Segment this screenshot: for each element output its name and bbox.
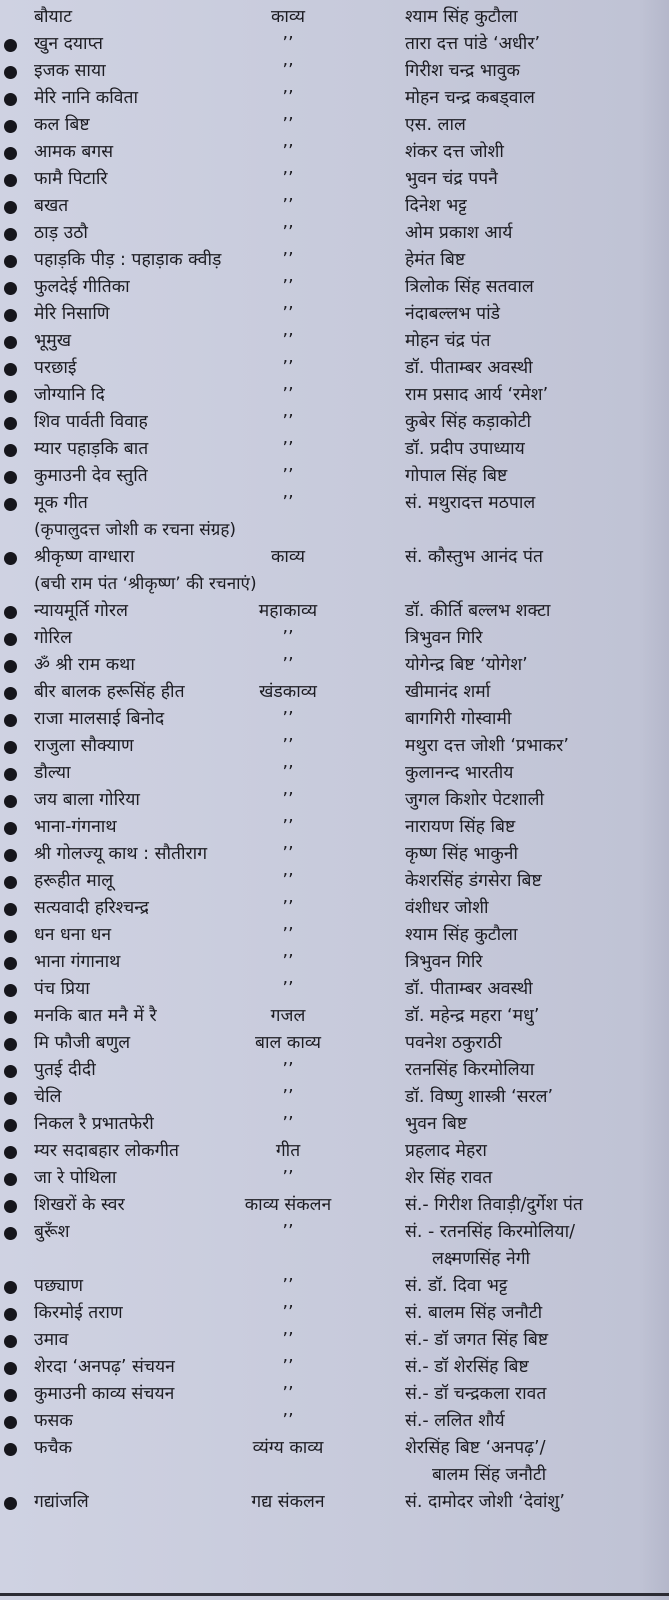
work-author: सं.- ललित शौर्य	[405, 1411, 505, 1431]
work-author: डॉ. पीताम्बर अवस्थी	[405, 358, 533, 378]
work-genre: ’’	[282, 439, 294, 459]
list-item	[0, 409, 669, 436]
work-title: बुरूँश	[34, 1222, 70, 1242]
list-item	[0, 598, 669, 625]
work-author: त्रिभुवन गिरि	[405, 628, 483, 648]
bullet-icon	[4, 1146, 17, 1159]
list-item	[0, 139, 669, 166]
list-item	[0, 1435, 669, 1489]
work-title: जा रे पोथिला	[34, 1168, 117, 1188]
bullet-icon	[4, 714, 17, 727]
note-line: (बची राम पंत ‘श्रीकृष्ण’ की रचनाएं)	[34, 574, 257, 594]
list-item	[0, 625, 669, 652]
list-item	[0, 355, 669, 382]
list-item	[0, 1381, 669, 1408]
bullet-icon	[4, 363, 17, 376]
work-author: सं. कौस्तुभ आनंद पंत	[405, 547, 543, 567]
bullet-icon	[4, 660, 17, 673]
bullet-icon	[4, 741, 17, 754]
note-line: (कृपालुदत्त जोशी क रचना संग्रह)	[34, 520, 237, 540]
work-title: शिखरों के स्वर	[34, 1195, 125, 1215]
bullet-icon	[4, 174, 17, 187]
work-author: कुबेर सिंह कड़ाकोटी	[405, 412, 532, 432]
work-author: प्रहलाद मेहरा	[405, 1141, 487, 1161]
bullet-icon	[4, 768, 17, 781]
bullet-icon	[4, 282, 17, 295]
bullet-icon	[4, 606, 17, 619]
work-title: भाना गंगानाथ	[34, 952, 121, 972]
work-author: श्याम सिंह कुटौला	[405, 7, 518, 27]
bullet-icon	[4, 1119, 17, 1132]
bullet-icon	[4, 1308, 17, 1321]
list-item	[0, 949, 669, 976]
bullet-icon	[4, 228, 17, 241]
work-genre: ’’	[282, 196, 294, 216]
list-item	[0, 922, 669, 949]
work-title: शिव पार्वती विवाह	[34, 412, 148, 432]
work-author: गिरीश चन्द्र भावुक	[405, 61, 520, 81]
work-author: तारा दत्त पांडे ‘अधीर’	[405, 34, 541, 54]
list-item	[0, 247, 669, 274]
list-item	[0, 436, 669, 463]
list-item	[0, 58, 669, 85]
bullet-icon	[4, 957, 17, 970]
bullet-icon	[4, 1200, 17, 1213]
work-title: गोरिल	[34, 628, 72, 648]
bullet-icon	[4, 1443, 17, 1456]
list-item	[0, 895, 669, 922]
work-genre: ’’	[282, 1411, 294, 1431]
work-author: मोहन चन्द्र कबड्वाल	[405, 88, 535, 108]
work-genre: ’’	[282, 1114, 294, 1134]
work-genre: ’’	[282, 115, 294, 135]
bullet-icon	[4, 93, 17, 106]
bullet-icon	[4, 1389, 17, 1402]
work-title: भूमुख	[34, 331, 72, 351]
list-item	[0, 382, 669, 409]
bullet-icon	[4, 255, 17, 268]
work-genre: ’’	[282, 61, 294, 81]
work-genre: व्यंग्य काव्य	[252, 1438, 324, 1458]
work-genre: ’’	[282, 979, 294, 999]
work-title: म्यार पहाड़कि बात	[34, 439, 149, 459]
work-title: ठाड़ उठौ	[34, 223, 88, 243]
bullet-icon	[4, 39, 17, 52]
work-author: श्याम सिंह कुटौला	[405, 925, 518, 945]
work-genre: ’’	[282, 628, 294, 648]
work-genre: ’’	[282, 655, 294, 675]
list-item	[0, 1354, 669, 1381]
work-author: नारायण सिंह बिष्ट	[405, 817, 516, 837]
work-title: किरमोई तराण	[34, 1303, 123, 1323]
work-author: जुगल किशोर पेटशाली	[405, 790, 544, 810]
work-title: मनकि बात मनै में रै	[34, 1006, 157, 1026]
work-title: शेरदा ‘अनपढ़’ संचयन	[34, 1357, 175, 1377]
work-author: डॉ. प्रदीप उपाध्याय	[405, 439, 525, 459]
work-genre: ’’	[282, 250, 294, 270]
work-genre: ’’	[282, 1357, 294, 1377]
work-author: सं. बालम सिंह जनौटी	[405, 1303, 543, 1323]
work-title: राजुला सौक्याण	[34, 736, 134, 756]
work-genre: ’’	[282, 709, 294, 729]
list-item	[0, 1138, 669, 1165]
list-item	[0, 328, 669, 355]
work-author: त्रिलोक सिंह सतवाल	[405, 277, 534, 297]
work-genre: ’’	[282, 358, 294, 378]
list-item	[0, 814, 669, 841]
work-title: ॐ श्री राम कथा	[34, 655, 135, 675]
list-item	[0, 1489, 669, 1516]
work-title: पहाड़कि पीड़ : पहाड़ाक क्वीड़	[34, 250, 222, 270]
list-item	[0, 706, 669, 733]
work-genre: ’’	[282, 304, 294, 324]
work-author: बागगिरी गोस्वामी	[405, 709, 512, 729]
work-title: डौल्या	[34, 763, 71, 783]
work-title: कल बिष्ट	[34, 115, 90, 135]
work-author-continued: बालम सिंह जनौटी	[432, 1465, 547, 1485]
bullet-icon	[4, 984, 17, 997]
list-item	[0, 1084, 669, 1111]
work-genre: ’’	[282, 871, 294, 891]
work-title: धन धना धन	[34, 925, 112, 945]
work-genre: ’’	[282, 817, 294, 837]
work-author: सं.- गिरीश तिवाड़ी/दुर्गेश पंत	[405, 1195, 583, 1215]
list-item	[0, 733, 669, 760]
work-title: पंच प्रिया	[34, 979, 90, 999]
list-item	[0, 1003, 669, 1030]
work-author: डॉ. महेन्द्र महरा ‘मधु’	[405, 1006, 540, 1026]
list-item	[0, 868, 669, 895]
work-title: मूक गीत	[34, 493, 88, 513]
work-genre: ’’	[282, 1087, 294, 1107]
work-genre: ’’	[282, 763, 294, 783]
bullet-icon	[4, 1227, 17, 1240]
work-author: सं.- डॉ शेरसिंह बिष्ट	[405, 1357, 529, 1377]
work-genre: काव्य	[270, 547, 306, 567]
bullet-icon	[4, 471, 17, 484]
bullet-icon	[4, 1335, 17, 1348]
list-item	[0, 679, 669, 706]
work-genre: ’’	[282, 898, 294, 918]
bullet-icon	[4, 795, 17, 808]
list-item	[0, 787, 669, 814]
work-title: म्यर सदाबहार लोकगीत	[34, 1141, 179, 1161]
list-item	[0, 1111, 669, 1138]
work-title: खुन दयाप्त	[34, 34, 103, 54]
work-author: नंदाबल्लभ पांडे	[405, 304, 500, 324]
work-title: कुमाउनी देव स्तुति	[34, 466, 148, 486]
work-title: बखत	[34, 196, 69, 216]
list-item	[0, 652, 669, 679]
work-title: पछ्याण	[34, 1276, 84, 1296]
work-genre: काव्य	[270, 7, 306, 27]
work-genre: ’’	[282, 493, 294, 513]
list-item	[0, 1219, 669, 1273]
work-genre: गीत	[275, 1141, 301, 1161]
work-title: गद्यांजलि	[34, 1492, 89, 1512]
list-item	[0, 85, 669, 112]
work-author: त्रिभुवन गिरि	[405, 952, 483, 972]
work-genre: ’’	[282, 1384, 294, 1404]
work-genre: ’’	[282, 1168, 294, 1188]
bottom-rule	[0, 1593, 669, 1596]
work-genre: ’’	[282, 1330, 294, 1350]
work-genre: ’’	[282, 925, 294, 945]
work-genre: ’’	[282, 142, 294, 162]
work-author: सं. डॉ. दिवा भट्ट	[405, 1276, 508, 1296]
bullet-icon	[4, 687, 17, 700]
work-genre: ’’	[282, 466, 294, 486]
bullet-icon	[4, 201, 17, 214]
work-title: फसक	[34, 1411, 73, 1431]
work-author: मोहन चंद्र पंत	[405, 331, 491, 351]
bullet-icon	[4, 1038, 17, 1051]
work-title: मेरि निसाणि	[34, 304, 110, 324]
list-item	[0, 544, 669, 571]
list-item	[0, 490, 669, 517]
work-author: सं. दामोदर जोशी ‘देवांशु’	[405, 1492, 565, 1512]
work-genre: ’’	[282, 223, 294, 243]
work-author: कुलानन्द भारतीय	[405, 763, 514, 783]
list-item	[0, 1030, 669, 1057]
bullet-icon	[4, 876, 17, 889]
bullet-icon	[4, 444, 17, 457]
work-author: पवनेश ठकुराठी	[405, 1033, 502, 1053]
bibliography-list	[0, 4, 669, 1516]
list-item	[0, 1300, 669, 1327]
work-genre: ’’	[282, 1303, 294, 1323]
work-genre: ’’	[282, 331, 294, 351]
work-title: उमाव	[34, 1330, 69, 1350]
bullet-icon	[4, 822, 17, 835]
work-title: बौयाट	[34, 7, 73, 27]
work-genre: बाल काव्य	[254, 1033, 322, 1053]
work-title: पुतई दीदी	[34, 1060, 96, 1080]
list-item	[0, 4, 669, 31]
work-genre: खंडकाव्य	[259, 682, 317, 702]
work-author: वंशीधर जोशी	[405, 898, 489, 918]
work-genre: ’’	[282, 952, 294, 972]
work-author: डॉ. पीताम्बर अवस्थी	[405, 979, 533, 999]
work-author: योगेन्द्र बिष्ट ‘योगेश’	[405, 655, 528, 675]
list-item	[0, 1192, 669, 1219]
work-title: परछाई	[34, 358, 77, 378]
work-title: इजक साया	[34, 61, 106, 81]
bullet-icon	[4, 1011, 17, 1024]
work-author: भुवन चंद्र पपनै	[405, 169, 498, 189]
bullet-icon	[4, 930, 17, 943]
list-item	[0, 301, 669, 328]
work-genre: ’’	[282, 1222, 294, 1242]
work-author: डॉ. विष्णु शास्त्री ‘सरल’	[405, 1087, 554, 1107]
work-title: जय बाला गोरिया	[34, 790, 140, 810]
list-item	[0, 220, 669, 247]
work-title: श्री गोलज्यू काथ : सौतीराग	[34, 844, 208, 864]
list-item	[0, 1273, 669, 1300]
work-title: जोग्यानि दि	[34, 385, 105, 405]
bullet-icon	[4, 1416, 17, 1429]
list-item	[0, 1327, 669, 1354]
list-item	[0, 1408, 669, 1435]
work-title: कुमाउनी काव्य संचयन	[34, 1384, 175, 1404]
work-author: शेरसिंह बिष्ट ‘अनपढ़’/	[405, 1438, 546, 1458]
work-author: गोपाल सिंह बिष्ट	[405, 466, 508, 486]
list-item	[0, 274, 669, 301]
list-item	[0, 976, 669, 1003]
work-genre: ’’	[282, 88, 294, 108]
work-author: सं.- डॉ जगत सिंह बिष्ट	[405, 1330, 549, 1350]
work-genre: ’’	[282, 1276, 294, 1296]
work-genre: ’’	[282, 790, 294, 810]
work-genre: काव्य संकलन	[244, 1195, 332, 1215]
bullet-icon	[4, 309, 17, 322]
work-genre: ’’	[282, 169, 294, 189]
work-author: शंकर दत्त जोशी	[405, 142, 504, 162]
work-genre: ’’	[282, 277, 294, 297]
work-title: फामै पिटारि	[34, 169, 108, 189]
work-genre: गद्य संकलन	[251, 1492, 325, 1512]
bullet-icon	[4, 1173, 17, 1186]
list-item	[0, 1057, 669, 1084]
work-genre: ’’	[282, 1060, 294, 1080]
work-author: ओम प्रकाश आर्य	[405, 223, 513, 243]
bullet-icon	[4, 390, 17, 403]
work-genre: ’’	[282, 34, 294, 54]
list-item	[0, 112, 669, 139]
work-author: खीमानंद शर्मा	[405, 682, 491, 702]
work-title: सत्यवादी हरिश्चन्द्र	[34, 898, 149, 918]
bullet-icon	[4, 1362, 17, 1375]
work-author: रतनसिंह किरमोलिया	[405, 1060, 535, 1080]
bullet-icon	[4, 1065, 17, 1078]
work-title: फचैक	[34, 1438, 73, 1458]
bullet-icon	[4, 1092, 17, 1105]
list-item	[0, 1165, 669, 1192]
work-genre: गजल	[270, 1006, 306, 1026]
work-author: डॉ. कीर्ति बल्लभ शक्टा	[405, 601, 551, 621]
work-title: बीर बालक हरूसिंह हीत	[34, 682, 185, 702]
list-item	[0, 760, 669, 787]
work-genre: ’’	[282, 385, 294, 405]
work-author: दिनेश भट्ट	[405, 196, 467, 216]
work-author: सं. मथुरादत्त मठपाल	[405, 493, 536, 513]
work-author: एस. लाल	[405, 115, 466, 135]
bullet-icon	[4, 66, 17, 79]
work-author: शेर सिंह रावत	[405, 1168, 493, 1188]
work-title: हरूहीत मालू	[34, 871, 114, 891]
work-author: राम प्रसाद आर्य ‘रमेश’	[405, 385, 549, 405]
bullet-icon	[4, 147, 17, 160]
work-genre: महाकाव्य	[258, 601, 318, 621]
list-item	[0, 31, 669, 58]
work-title: मि फौजी बणुल	[34, 1033, 131, 1053]
work-author: केशरसिंह डंगसेरा बिष्ट	[405, 871, 542, 891]
bullet-icon	[4, 552, 17, 565]
work-author: कृष्ण सिंह भाकुनी	[405, 844, 519, 864]
work-title: निकल रै प्रभातफेरी	[34, 1114, 154, 1134]
bullet-icon	[4, 633, 17, 646]
work-genre: ’’	[282, 736, 294, 756]
bullet-icon	[4, 120, 17, 133]
list-item	[0, 463, 669, 490]
work-title: आमक बगस	[34, 142, 114, 162]
list-item	[0, 193, 669, 220]
work-author: सं. - रतनसिंह किरमोलिया/	[405, 1222, 575, 1242]
bullet-icon	[4, 417, 17, 430]
work-title: फुलदेई गीतिका	[34, 277, 130, 297]
work-author: सं.- डॉ चन्द्रकला रावत	[405, 1384, 547, 1404]
work-title: न्यायमूर्ति गोरल	[34, 601, 128, 621]
bullet-icon	[4, 498, 17, 511]
bullet-icon	[4, 1281, 17, 1294]
bullet-icon	[4, 336, 17, 349]
work-title: भाना-गंगनाथ	[34, 817, 117, 837]
work-author: भुवन बिष्ट	[405, 1114, 468, 1134]
work-title: श्रीकृष्ण वाग्धारा	[34, 547, 135, 567]
work-title: राजा मालसाई बिनोद	[34, 709, 165, 729]
work-author-continued: लक्ष्मणसिंह नेगी	[432, 1249, 531, 1269]
bullet-icon	[4, 849, 17, 862]
work-title: मेरि नानि कविता	[34, 88, 138, 108]
work-genre: ’’	[282, 844, 294, 864]
work-title: चेलि	[34, 1087, 62, 1107]
list-item	[0, 166, 669, 193]
list-item	[0, 841, 669, 868]
bullet-icon	[4, 1497, 17, 1510]
work-genre: ’’	[282, 412, 294, 432]
work-author: हेमंत बिष्ट	[405, 250, 466, 270]
work-author: मथुरा दत्त जोशी ‘प्रभाकर’	[405, 736, 569, 756]
bullet-icon	[4, 903, 17, 916]
